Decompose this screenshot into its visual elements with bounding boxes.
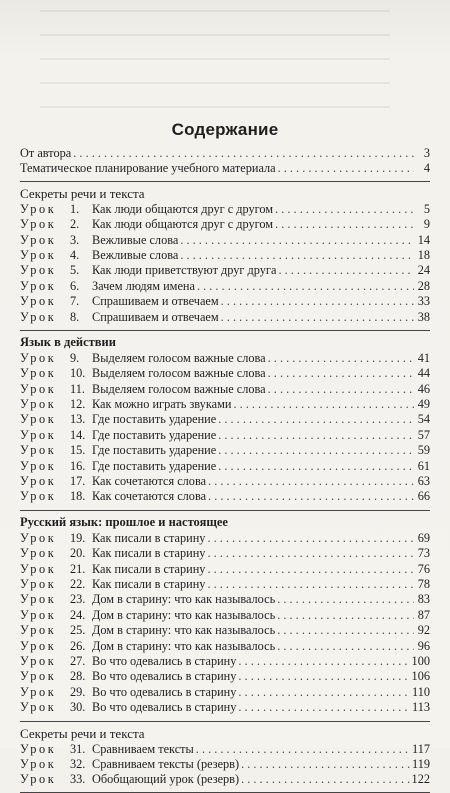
page-number: 5	[423, 201, 430, 216]
lesson-number: 30.	[70, 700, 86, 715]
page-number: 18	[417, 247, 430, 262]
toc-entry	[20, 279, 430, 294]
toc-entry-label	[20, 412, 216, 427]
lesson-title: Где поставить ударение	[92, 412, 217, 427]
toc-entry	[20, 310, 430, 325]
lesson-title: Зачем людям имена	[92, 278, 195, 293]
page-number: 113	[412, 700, 430, 715]
lesson-title: Выделяем голосом важные слова	[92, 350, 266, 365]
toc-entry-label	[20, 669, 236, 684]
lesson-title: Во что одевались в старину	[92, 653, 237, 668]
lesson-title: Дом в старину: что как называлось	[92, 623, 276, 638]
lesson-word: Урок	[20, 247, 57, 262]
lesson-title: Во что одевались в старину	[92, 700, 237, 715]
lesson-title: Выделяем голосом важные слова	[92, 381, 266, 396]
lesson-word: Урок	[20, 443, 57, 458]
lesson-title: Как писали в старину	[92, 561, 206, 576]
lesson-number: 11.	[70, 381, 85, 396]
toc-entry	[20, 639, 430, 654]
toc-entry	[20, 474, 430, 489]
lesson-word: Урок	[20, 561, 57, 576]
lesson-number: 10.	[70, 366, 86, 381]
lesson-title: Как писали в старину	[92, 530, 206, 545]
lesson-number: 7.	[70, 294, 80, 309]
dot-leader	[238, 669, 409, 684]
section-heading: Секреты речи и текста	[20, 721, 430, 742]
dot-leader	[238, 685, 410, 700]
toc-entry	[20, 412, 430, 427]
toc-entry	[20, 654, 430, 669]
dot-leader	[208, 474, 414, 489]
lesson-word: Урок	[20, 607, 57, 622]
toc-entry-label	[20, 366, 266, 381]
toc-entry	[20, 443, 430, 458]
toc-entry-label	[20, 608, 275, 623]
page-number: 76	[417, 561, 430, 576]
dot-leader	[275, 202, 414, 217]
page-number: 119	[412, 756, 430, 771]
page-number: 49	[417, 397, 430, 412]
lesson-word: Урок	[20, 474, 57, 489]
dot-leader	[278, 263, 414, 278]
page-number: 46	[417, 381, 430, 396]
dot-leader	[233, 397, 414, 412]
lesson-title: Во что одевались в старину	[92, 684, 237, 699]
toc-entry	[20, 382, 430, 397]
lesson-title: Как сочетаются слова	[92, 474, 207, 489]
toc-entry-label	[20, 351, 266, 366]
page-number: 14	[417, 232, 430, 247]
dot-leader	[197, 279, 414, 294]
toc-entry-label	[20, 562, 205, 577]
toc-entry-label	[20, 577, 205, 592]
dot-leader	[277, 623, 414, 638]
lesson-word: Урок	[20, 684, 57, 699]
toc-entry	[20, 623, 430, 638]
lesson-title: Дом в старину: что как называлось	[92, 638, 276, 653]
page-number: 110	[412, 684, 430, 699]
lesson-number: 28.	[70, 669, 86, 684]
dot-leader	[268, 366, 414, 381]
toc-entry	[20, 397, 430, 412]
page-number: 33	[417, 294, 430, 309]
page-number: 66	[417, 489, 430, 504]
table-of-contents	[20, 146, 430, 793]
lesson-number: 22.	[70, 576, 86, 591]
lesson-number: 25.	[70, 623, 86, 638]
dot-leader	[208, 489, 414, 504]
dot-leader	[268, 351, 414, 366]
lesson-title: Обобщающий урок (резерв)	[92, 772, 240, 787]
entry-title: Тематическое планирование учебного материала	[20, 161, 276, 176]
lesson-word: Урок	[20, 201, 57, 216]
toc-entry	[20, 217, 430, 232]
toc-entry-label	[20, 623, 275, 638]
dot-leader	[241, 772, 409, 787]
lesson-number: 12.	[70, 397, 86, 412]
lesson-title: Спрашиваем и отвечаем	[92, 294, 219, 309]
page-number: 44	[417, 366, 430, 381]
toc-entry	[20, 757, 430, 772]
toc-entry	[20, 685, 430, 700]
dot-leader	[268, 382, 414, 397]
toc-entry-label	[20, 233, 178, 248]
toc-entry	[20, 742, 430, 757]
toc-entry-label	[20, 757, 239, 772]
toc-entry-label	[20, 279, 195, 294]
dot-leader	[218, 459, 414, 474]
page-number: 106	[411, 669, 430, 684]
toc-entry-label	[20, 489, 206, 504]
lesson-word: Урок	[20, 278, 57, 293]
toc-entry-label	[20, 531, 205, 546]
lesson-title: Сравниваем тексты (резерв)	[92, 756, 240, 771]
page-number: 28	[417, 278, 430, 293]
lesson-word: Урок	[20, 592, 57, 607]
page-number: 41	[417, 350, 430, 365]
toc-entry-label	[20, 263, 276, 278]
bleed-through-text	[0, 0, 450, 120]
dot-leader	[221, 310, 414, 325]
toc-entry-label	[20, 700, 236, 715]
lesson-number: 17.	[70, 474, 86, 489]
lesson-word: Урок	[20, 366, 57, 381]
page-number: 92	[417, 623, 430, 638]
toc-entry-label	[20, 639, 275, 654]
lesson-word: Урок	[20, 700, 57, 715]
dot-leader	[278, 161, 414, 176]
lesson-number: 20.	[70, 546, 86, 561]
lesson-number: 3.	[70, 232, 80, 247]
lesson-title: Дом в старину: что как называлось	[92, 592, 276, 607]
entry-title: От автора	[20, 146, 72, 160]
dot-leader	[180, 233, 414, 248]
toc-entry	[20, 351, 430, 366]
lesson-word: Урок	[20, 772, 57, 787]
lesson-word: Урок	[20, 653, 57, 668]
lesson-title: Дом в старину: что как называлось	[92, 607, 276, 622]
toc-entry-label	[20, 654, 236, 669]
dot-leader	[207, 577, 414, 592]
toc-entry	[20, 562, 430, 577]
toc-entry-label	[20, 685, 236, 700]
toc-entry	[20, 459, 430, 474]
lesson-word: Урок	[20, 350, 57, 365]
lesson-number: 16.	[70, 458, 86, 473]
toc-entry-label	[20, 772, 239, 787]
lesson-word: Урок	[20, 397, 57, 412]
lesson-title: Как люди приветствуют друг друга	[92, 263, 277, 278]
toc-entry-label	[20, 546, 205, 561]
lesson-number: 9.	[70, 350, 80, 365]
dot-leader	[277, 592, 414, 607]
lesson-title: Где поставить ударение	[92, 427, 217, 442]
toc-entry	[20, 592, 430, 607]
toc-entry-label	[20, 428, 216, 443]
lesson-title: Как люди общаются друг с другом	[92, 201, 274, 216]
lesson-number: 1.	[70, 201, 80, 216]
lesson-title: Как писали в старину	[92, 576, 206, 591]
page-number: 3	[423, 146, 430, 160]
section-heading: Секреты речи и текста	[20, 181, 430, 202]
toc-entry-label	[20, 397, 231, 412]
lesson-word: Урок	[20, 530, 57, 545]
lesson-word: Урок	[20, 217, 57, 232]
dot-leader	[241, 757, 410, 772]
page-number: 61	[417, 458, 430, 473]
toc-entry-label	[20, 161, 276, 176]
lesson-word: Урок	[20, 756, 57, 771]
toc-entry-label	[20, 592, 275, 607]
dot-leader	[277, 639, 414, 654]
toc-entry-label	[20, 294, 219, 309]
lesson-word: Урок	[20, 546, 57, 561]
lesson-title: Вежливые слова	[92, 247, 179, 262]
lesson-title: Спрашиваем и отвечаем	[92, 309, 219, 324]
lesson-number: 27.	[70, 653, 86, 668]
page-title: Содержание	[171, 120, 279, 139]
lesson-number: 21.	[70, 561, 86, 576]
page-number: 122	[411, 772, 430, 787]
dot-leader	[218, 412, 414, 427]
toc-entry	[20, 531, 430, 546]
lesson-title: Где поставить ударение	[92, 458, 217, 473]
toc-entry	[20, 146, 430, 161]
lesson-word: Урок	[20, 263, 57, 278]
page-number: 63	[417, 474, 430, 489]
toc-entry	[20, 546, 430, 561]
dot-leader	[218, 428, 414, 443]
dot-leader	[207, 562, 414, 577]
toc-entry	[20, 608, 430, 623]
toc-entry-label	[20, 202, 273, 217]
lesson-word: Урок	[20, 669, 57, 684]
toc-entry	[20, 700, 430, 715]
page-number: 54	[417, 412, 430, 427]
dot-leader	[238, 654, 409, 669]
lesson-word: Урок	[20, 638, 57, 653]
lesson-title: Выделяем голосом важные слова	[92, 366, 266, 381]
toc-entry	[20, 294, 430, 309]
section-heading: Русский язык: прошлое и настоящее	[20, 510, 430, 531]
page-number: 9	[423, 217, 430, 232]
page-number: 87	[417, 607, 430, 622]
dot-leader	[73, 146, 414, 161]
page-number: 117	[412, 741, 430, 756]
lesson-title: Во что одевались в старину	[92, 669, 237, 684]
lesson-title: Вежливые слова	[92, 232, 179, 247]
page-number: 24	[417, 263, 430, 278]
toc-entry	[20, 577, 430, 592]
dot-leader	[207, 531, 414, 546]
lesson-number: 18.	[70, 489, 86, 504]
lesson-number: 29.	[70, 684, 86, 699]
page-number: 38	[417, 309, 430, 324]
toc-entry	[20, 669, 430, 684]
lesson-word: Урок	[20, 576, 57, 591]
lesson-word: Урок	[20, 489, 57, 504]
lesson-number: 14.	[70, 427, 86, 442]
lesson-number: 31.	[70, 741, 86, 756]
dot-leader	[275, 217, 414, 232]
lesson-number: 5.	[70, 263, 80, 278]
page-number: 69	[417, 530, 430, 545]
toc-entry-label	[20, 310, 219, 325]
page-number: 59	[417, 443, 430, 458]
lesson-number: 15.	[70, 443, 86, 458]
lesson-word: Урок	[20, 381, 57, 396]
lesson-title: Как люди общаются друг с другом	[92, 217, 274, 232]
lesson-word: Урок	[20, 412, 57, 427]
toc-entry-label	[20, 443, 216, 458]
lesson-number: 6.	[70, 278, 80, 293]
lesson-number: 13.	[70, 412, 86, 427]
lesson-title: Как можно играть звуками	[92, 397, 232, 412]
toc-entry	[20, 489, 430, 504]
page-number: 57	[417, 427, 430, 442]
dot-leader	[180, 248, 414, 263]
toc-entry	[20, 263, 430, 278]
toc-entry	[20, 248, 430, 263]
dot-leader	[218, 443, 414, 458]
dot-leader	[221, 294, 414, 309]
toc-entry-label	[20, 217, 273, 232]
toc-entry-label	[20, 382, 266, 397]
toc-entry-label	[20, 742, 194, 757]
lesson-number: 33.	[70, 772, 86, 787]
toc-entry-label	[20, 248, 178, 263]
page-number: 96	[417, 638, 430, 653]
page-number: 78	[417, 576, 430, 591]
lesson-number: 24.	[70, 607, 86, 622]
lesson-title: Сравниваем тексты	[92, 741, 194, 756]
toc-entry	[20, 233, 430, 248]
page-number: 100	[411, 653, 430, 668]
toc-entry	[20, 428, 430, 443]
lesson-number: 32.	[70, 756, 86, 771]
lesson-number: 23.	[70, 592, 86, 607]
lesson-number: 4.	[70, 247, 80, 262]
lesson-word: Урок	[20, 232, 57, 247]
dot-leader	[238, 700, 410, 715]
lesson-word: Урок	[20, 458, 57, 473]
lesson-number: 26.	[70, 638, 86, 653]
dot-leader	[196, 742, 410, 757]
lesson-word: Урок	[20, 294, 57, 309]
dot-leader	[207, 546, 414, 561]
lesson-word: Урок	[20, 427, 57, 442]
lesson-number: 8.	[70, 309, 80, 324]
toc-entry-label	[20, 146, 71, 161]
page-number: 73	[417, 546, 430, 561]
toc-entry-label	[20, 459, 216, 474]
lesson-word: Урок	[20, 623, 57, 638]
section-heading: Язык в действии	[20, 330, 430, 351]
lesson-title: Где поставить ударение	[92, 443, 217, 458]
toc-entry	[20, 161, 430, 176]
lesson-word: Урок	[20, 309, 57, 324]
page-number: 4	[423, 161, 430, 176]
toc-entry	[20, 772, 430, 787]
lesson-title: Как писали в старину	[92, 546, 206, 561]
page-number: 83	[417, 592, 430, 607]
lesson-title: Как сочетаются слова	[92, 489, 207, 504]
lesson-number: 19.	[70, 530, 86, 545]
lesson-word: Урок	[20, 741, 57, 756]
dot-leader	[277, 608, 414, 623]
toc-entry	[20, 202, 430, 217]
toc-entry	[20, 366, 430, 381]
lesson-number: 2.	[70, 217, 80, 232]
toc-entry-label	[20, 474, 206, 489]
